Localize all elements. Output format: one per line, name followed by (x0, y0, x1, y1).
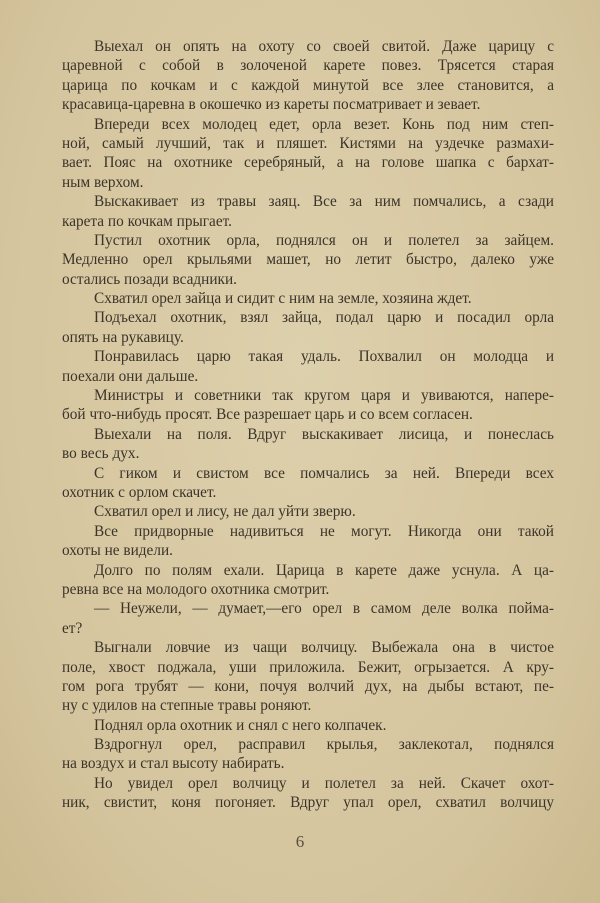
text-line: поле, хвост поджала, уши приложила. Бежит, огрызается. А кру- (62, 658, 554, 676)
text-line: ной, самый лучший, так и пляшет. Кистями на уздечке размахи- (62, 134, 554, 152)
paragraph (62, 638, 554, 716)
text-line: поехали они дальше. (62, 367, 199, 385)
text-line: — Неужели, — думает,—его орел в самом деле волка пойма- (94, 600, 554, 618)
text-line: Министры и советники так кругом царя и увиваются, напере- (94, 387, 554, 405)
text-line: остались позади всадники. (62, 270, 237, 288)
text-line: вает. Пояс на охотнике серебряный, а на голове шапка с бархат- (62, 154, 554, 172)
text-line: бой что-нибудь просят. Все разрешает царь и со всем согласен. (62, 406, 473, 424)
text-line: Долго по полям ехали. Царица в карете даже уснула. А ца- (94, 561, 554, 579)
text-line: охоты не видели. (62, 542, 173, 560)
paragraph (62, 115, 554, 193)
paragraph (62, 192, 554, 231)
text-line: Выехали на поля. Вдруг выскакивает лисица, и понеслась (94, 425, 554, 443)
text-line: царица по кочкам и с каждой минутой все злее становится, а (62, 76, 554, 94)
text-line: Пустил охотник орла, поднялся он и полетел за зайцем. (94, 231, 554, 249)
text-line: карета по кочкам прыгает. (62, 212, 232, 230)
text-line: опять на рукавицу. (62, 328, 184, 346)
paragraph (62, 231, 554, 289)
text-line: ным верхом. (62, 173, 144, 191)
paragraph (62, 37, 554, 115)
paragraph (62, 308, 554, 347)
paragraph (62, 425, 554, 464)
paragraph (62, 464, 554, 503)
text-line: Впереди всех молодец едет, орла везет. Конь под ним степ- (94, 115, 554, 133)
paragraph (62, 716, 554, 735)
text-line: охотник с орлом скачет. (62, 483, 217, 501)
paragraph (62, 774, 554, 813)
text-line: Выскакивает из травы заяц. Все за ним помчались, а сзади (94, 193, 554, 211)
text-line: во весь дух. (62, 445, 140, 463)
body-text (62, 37, 554, 813)
text-line: красавица-царевна в окошечко из кареты посматривает и зевает. (62, 96, 481, 114)
text-line: Понравилась царю такая удаль. Похвалил он молодца и (94, 348, 554, 366)
text-line: Медленно орел крыльями машет, но летит быстро, далеко уже (62, 251, 554, 269)
paragraph (62, 502, 554, 521)
text-line: Вздрогнул орел, расправил крылья, заклекотал, поднялся (94, 736, 554, 754)
text-line: Выехал он опять на охоту со своей свитой. Даже царицу с (94, 38, 554, 55)
text-line: С гиком и свистом все помчались за ней. Впереди всех (94, 464, 554, 482)
text-line: ну с удилов на степные травы роняют. (62, 697, 312, 715)
paragraph (62, 561, 554, 600)
text-line: Все придворные надивиться не могут. Никогда они такой (94, 522, 554, 540)
text-line: гом рога трубят — кони, почуя волчий дух, на дыбы встают, пе- (62, 677, 554, 695)
paragraph (62, 386, 554, 425)
text-line: ет? (62, 619, 83, 637)
text-line: Выгнали ловчие из чащи волчицу. Выбежала она в чистое (94, 639, 554, 657)
text-line: ревна все на молодого охотника смотрит. (62, 580, 330, 598)
text-line: царевной с собой в золоченой карете повез. Трясется старая (62, 57, 554, 75)
text-line: Подъехал охотник, взял зайца, подал царю и посадил орла (94, 309, 554, 327)
text-line: Схватил орел и лису, не дал уйти зверю. (94, 503, 356, 521)
paragraph (62, 522, 554, 561)
text-line: Но увидел орел волчицу и полетел за ней. Скачет охот- (94, 774, 554, 792)
paragraph (62, 599, 554, 638)
text-line: ник, свистит, коня погоняет. Вдруг упал орел, схватил волчицу (62, 794, 554, 812)
text-line: Поднял орла охотник и снял с него колпачек. (94, 716, 387, 734)
paragraph (62, 735, 554, 774)
paragraph (62, 289, 554, 308)
paragraph (62, 347, 554, 386)
page-number: 6 (295, 832, 305, 851)
text-line: на воздух и стал высоту набирать. (62, 755, 285, 773)
text-line: Схватил орел зайца и сидит с ним на земле, хозяина ждет. (94, 290, 472, 308)
